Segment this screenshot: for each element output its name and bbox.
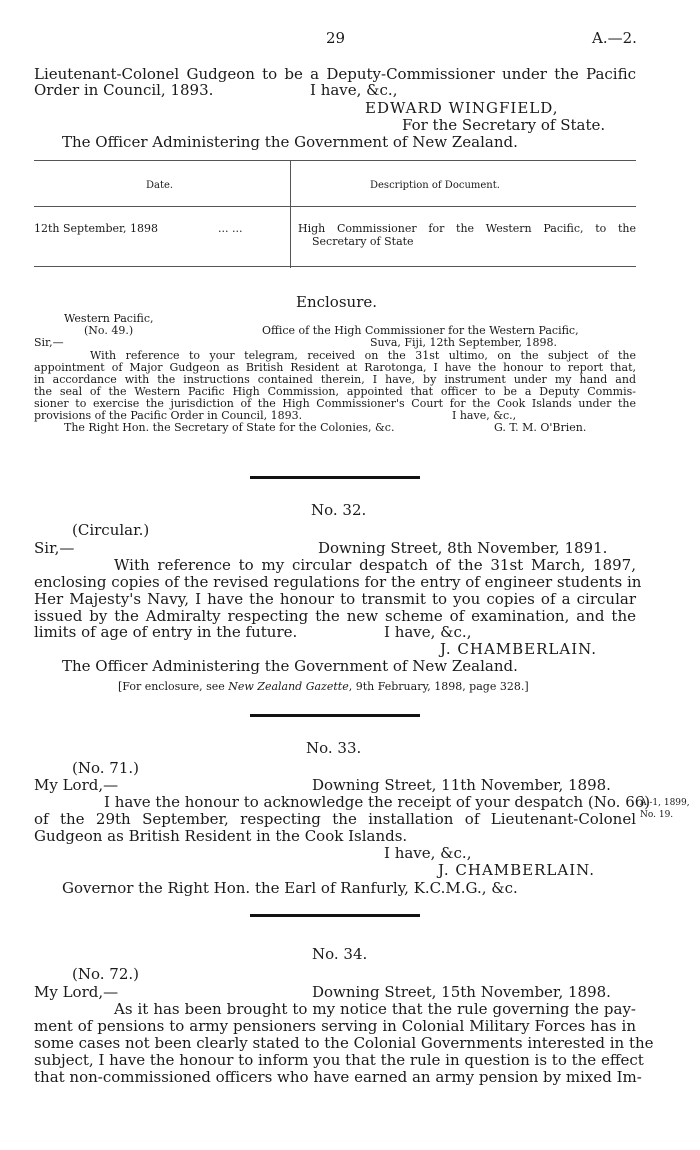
- enclosure-office: Office of the High Commissioner for the Western Pacific,: [262, 324, 579, 337]
- table-header-date: Date.: [146, 180, 174, 191]
- no32-circular: (Circular.): [72, 521, 150, 539]
- no33-signature: J. CHAMBERLAIN.: [438, 861, 596, 879]
- top-line-1: Lieutenant-Colonel Gudgeon to be a Deputy-Commissioner under the Pacific: [34, 65, 636, 83]
- enclosure-para-line-1: With reference to your telegram, received on the 31st ultimo, on the subject of the: [90, 349, 636, 362]
- no32-note-prefix: [For enclosure, see: [118, 680, 229, 693]
- section-divider-3: [250, 914, 420, 917]
- no32-para-line-2: enclosing copies of the revised regulations for the entry of engineer students in: [34, 573, 642, 591]
- no32-place-date: Downing Street, 8th November, 1891.: [318, 539, 608, 557]
- table-column-divider: [290, 160, 291, 268]
- document-reference: A.—2.: [592, 29, 637, 47]
- no33-title: No. 33.: [306, 739, 362, 757]
- top-for-line: For the Secretary of State.: [402, 116, 606, 134]
- section-divider-1: [250, 476, 420, 479]
- top-signature: EDWARD WINGFIELD,: [365, 99, 559, 117]
- enclosure-para-line-2: appointment of Major Gudgeon as British Resident at Rarotonga, I have the honour to report that,: [34, 361, 636, 374]
- no33-para-line-2: of the 29th September, respecting the installation of Lieutenant-Colonel: [34, 810, 636, 828]
- no32-signature: J. CHAMBERLAIN.: [440, 640, 598, 658]
- enclosure-salutation: Sir,—: [34, 336, 64, 349]
- no33-para-line-3: Gudgeon as British Resident in the Cook Islands.: [34, 827, 408, 845]
- no33-addressee: Governor the Right Hon. the Earl of Ranfurly, K.C.M.G., &c.: [62, 879, 518, 897]
- no32-para-line-1: With reference to my circular despatch of the 31st March, 1897,: [114, 556, 636, 574]
- no34-para-line-4: subject, I have the honour to inform you that the rule in question is to the effect: [34, 1051, 644, 1069]
- no32-note-gazette: New Zealand Gazette: [228, 680, 349, 693]
- table-row-description-2: Secretary of State: [312, 235, 414, 248]
- table-top-rule: [34, 160, 636, 161]
- top-addressee: The Officer Administering the Government of New Zealand.: [62, 133, 518, 151]
- no32-addressee: The Officer Administering the Government of New Zealand.: [62, 657, 518, 675]
- no32-salutation: Sir,—: [34, 539, 75, 557]
- enclosure-place-date: Suva, Fiji, 12th September, 1898.: [370, 336, 557, 349]
- no32-enclosure-note: [118, 681, 529, 693]
- section-divider-2: [250, 714, 420, 717]
- no33-margin-ref-1: A.-1, 1899,: [640, 798, 690, 808]
- no33-number: (No. 71.): [72, 759, 139, 777]
- enclosure-para-line-4: the seal of the Western Pacific High Commission, appointed that officer to be a Deputy Commis-: [34, 385, 636, 398]
- no32-para-line-4: issued by the Admiralty respecting the new scheme of examination, and the: [34, 607, 636, 625]
- no34-place-date: Downing Street, 15th November, 1898.: [312, 983, 611, 1001]
- no32-i-have: I have, &c.,: [384, 623, 472, 641]
- no32-para-line-3: Her Majesty's Navy, I have the honour to transmit to you copies of a circular: [34, 590, 636, 608]
- enclosure-signature: G. T. M. O'Brien.: [494, 421, 587, 434]
- no34-title: No. 34.: [312, 945, 368, 963]
- no34-para-line-1: As it has been brought to my notice that the rule governing the pay-: [114, 1000, 636, 1018]
- no32-title: No. 32.: [311, 501, 367, 519]
- page-number: 29: [326, 29, 346, 47]
- enclosure-western-pacific: Western Pacific,: [64, 312, 154, 325]
- no34-salutation: My Lord,—: [34, 983, 119, 1001]
- top-line-2b: I have, &c.,: [310, 81, 398, 99]
- no33-para-line-1: I have the honour to acknowledge the receipt of your despatch (No. 66): [104, 793, 651, 811]
- table-header-description: Description of Document.: [370, 180, 500, 191]
- enclosure-para-line-5: sioner to exercise the jurisdiction of the High Commissioner's Court for the Cook Islands under the: [34, 397, 636, 410]
- no33-salutation: My Lord,—: [34, 776, 119, 794]
- enclosure-number: (No. 49.): [84, 324, 134, 337]
- no33-place-date: Downing Street, 11th November, 1898.: [312, 776, 611, 794]
- no34-number: (No. 72.): [72, 965, 139, 983]
- enclosure-para-line-6a: provisions of the Pacific Order in Council, 1893.: [34, 409, 303, 422]
- no33-i-have: I have, &c.,: [384, 844, 472, 862]
- table-row-date: 12th September, 1898: [34, 222, 159, 235]
- no34-para-line-5: that non-commissioned officers who have earned an army pension by mixed Im-: [34, 1068, 642, 1086]
- table-header-rule: [34, 206, 636, 207]
- no33-margin-ref-2: No. 19.: [640, 810, 674, 820]
- table-row-description-1: High Commissioner for the Western Pacific, to the: [298, 222, 636, 235]
- table-row-leader-dots: ... ...: [218, 222, 243, 235]
- enclosure-title: Enclosure.: [296, 293, 378, 311]
- table-bottom-rule: [34, 266, 636, 267]
- enclosure-para-line-3: in accordance with the instructions contained therein, I have, by instrument under my hand and: [34, 373, 636, 386]
- no34-para-line-2: ment of pensions to army pensioners serving in Colonial Military Forces has in: [34, 1017, 636, 1035]
- top-line-2a: Order in Council, 1893.: [34, 81, 214, 99]
- no32-para-line-5a: limits of age of entry in the future.: [34, 623, 298, 641]
- no34-para-line-3: some cases not been clearly stated to the Colonial Governments interested in the: [34, 1034, 654, 1052]
- no32-note-suffix: , 9th February, 1898, page 328.]: [348, 680, 529, 693]
- enclosure-addressee: The Right Hon. the Secretary of State for the Colonies, &c.: [64, 421, 395, 434]
- enclosure-i-have: I have, &c.,: [452, 409, 517, 422]
